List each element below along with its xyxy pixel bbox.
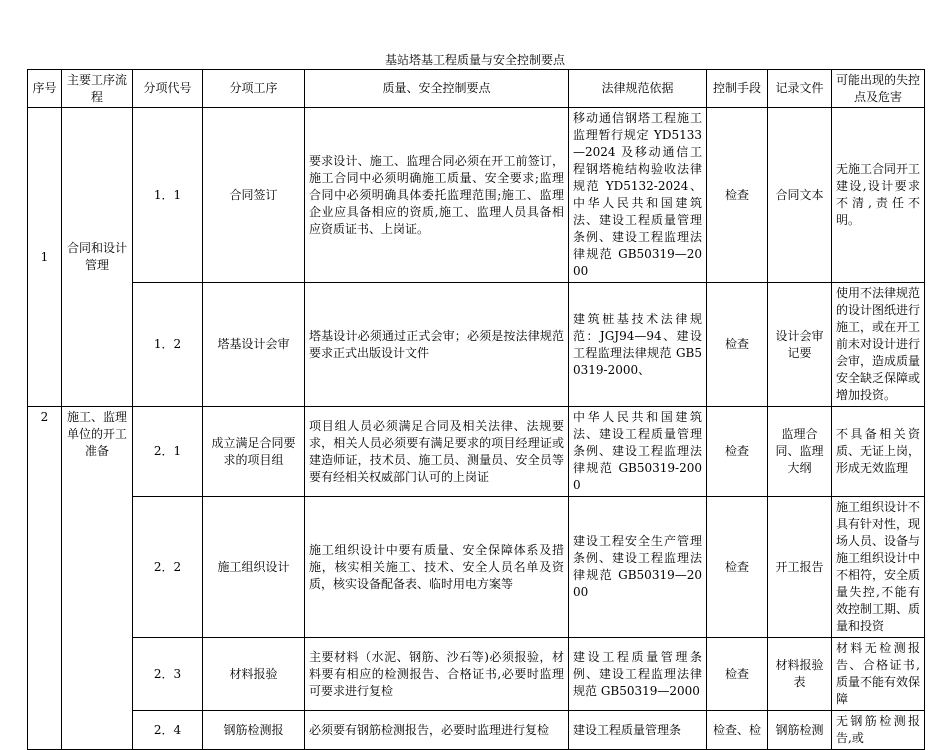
- row-risk: 无施工合同开工建设,设计要求不清,责任不明。: [832, 108, 925, 283]
- row-code: 1．2: [133, 283, 203, 407]
- header-record: 记录文件: [768, 70, 832, 108]
- row-law: 中华人民共和国建筑法、建设工程质量管理条例、建设工程监理法律规范 GB50319-2000: [569, 407, 707, 497]
- row-risk: 无钢筋检测报告,或: [832, 711, 925, 750]
- row-record: 钢筋检测: [768, 711, 832, 750]
- row-name: 塔基设计会审: [203, 283, 305, 407]
- row-means: 检查: [707, 407, 768, 497]
- row-record: 监理合同、监理大纲: [768, 407, 832, 497]
- document-title: 基站塔基工程质量与安全控制要点: [384, 53, 565, 67]
- group-no: 2: [28, 407, 62, 750]
- row-name: 合同签订: [203, 108, 305, 283]
- header-no: 序号: [28, 70, 62, 108]
- row-name: 钢筋检测报: [203, 711, 305, 750]
- table-row: [28, 407, 925, 497]
- quality-safety-control-table: [27, 69, 925, 750]
- row-law: 建设工程质量管理条例、建设工程监理法律规范 GB50319—2000: [569, 638, 707, 711]
- row-means: 检查: [707, 283, 768, 407]
- row-points: 必须要有钢筋检测报告，必要时监理进行复检: [305, 711, 569, 750]
- row-points: 塔基设计必须通过正式会审；必须是按法律规范要求正式出版设计文件: [305, 283, 569, 407]
- row-points: 施工组织设计中要有质量、安全保障体系及措施，核实相关施工、技术、安全人员名单及资质，核实设备配备表、临时用电方案等: [305, 497, 569, 638]
- row-means: 检查: [707, 497, 768, 638]
- group-no: 1: [28, 108, 62, 407]
- table-row: [28, 497, 925, 638]
- row-means: 检查: [707, 638, 768, 711]
- header-row: [28, 70, 925, 108]
- row-code: 2．3: [133, 638, 203, 711]
- row-code: 1．1: [133, 108, 203, 283]
- row-means: 检查: [707, 108, 768, 283]
- table-row: [28, 711, 925, 750]
- table-row: [28, 638, 925, 711]
- row-points: 要求设计、施工、监理合同必须在开工前签订，施工合同中必须明确施工质量、安全要求;监理合同中必须明确具体委托监理范围;施工、监理企业应具备相应的资质,施工、监理人员具备相应资质证书、上岗证。: [305, 108, 569, 283]
- row-risk: 施工组织设计不具有针对性，现场人员、设备与施工组织设计中不相符，安全质量失控,不能有效控制工期、质量和投资: [832, 497, 925, 638]
- header-law: 法律规范依据: [569, 70, 707, 108]
- header-risk: 可能出现的失控点及危害: [832, 70, 925, 108]
- row-law: 建设工程质量管理条: [569, 711, 707, 750]
- row-risk: 材料无检测报告、合格证书,质量不能有效保障: [832, 638, 925, 711]
- header-name: 分项工序: [203, 70, 305, 108]
- row-record: 开工报告: [768, 497, 832, 638]
- row-law: 建设工程安全生产管理条例、建设工程监理法律规范 GB50319—2000: [569, 497, 707, 638]
- table-row: [28, 283, 925, 407]
- header-flow: 主要工序流程: [62, 70, 133, 108]
- row-code: 2．4: [133, 711, 203, 750]
- row-record: 合同文本: [768, 108, 832, 283]
- row-name: 施工组织设计: [203, 497, 305, 638]
- row-points: 项目组人员必须满足合同及相关法律、法规要求，相关人员必须要有满足要求的项目经理证或建造师证，技术员、施工员、测量员、安全员等要有经相关权威部门认可的上岗证: [305, 407, 569, 497]
- header-means: 控制手段: [707, 70, 768, 108]
- row-code: 2．2: [133, 497, 203, 638]
- row-points: 主要材料（水泥、钢筋、沙石等)必须报验，材料要有相应的检测报告、合格证书,必要时监理可要求进行复检: [305, 638, 569, 711]
- row-law: 建筑桩基技术法律规范：JGJ94—94、建设工程监理法律规范 GB50319-2000、: [569, 283, 707, 407]
- row-record: 设计会审记要: [768, 283, 832, 407]
- row-risk: 使用不法律规范的设计图纸进行施工，或在开工前未对设计进行会审，造成质量安全缺乏保障或增加投资。: [832, 283, 925, 407]
- row-record: 材料报验表: [768, 638, 832, 711]
- row-name: 成立满足合同要求的项目组: [203, 407, 305, 497]
- row-law: 移动通信钢塔工程施工监理暂行规定 YD5133—2024 及移动通信工程钢塔桅结构验收法律规范 YD5132-2024、中华人民共和国建筑法、建设工程质量管理条例、建设工程监理法律规范 GB50319—2000: [569, 108, 707, 283]
- row-means: 检查、检: [707, 711, 768, 750]
- group-flow: 施工、监理单位的开工准备: [62, 407, 133, 750]
- row-code: 2．1: [133, 407, 203, 497]
- row-name: 材料报验: [203, 638, 305, 711]
- group-flow: 合同和设计管理: [62, 108, 133, 407]
- header-code: 分项代号: [133, 70, 203, 108]
- table-row: [28, 108, 925, 283]
- header-points: 质量、安全控制要点: [305, 70, 569, 108]
- row-risk: 不具备相关资质、无证上岗，形成无效监理: [832, 407, 925, 497]
